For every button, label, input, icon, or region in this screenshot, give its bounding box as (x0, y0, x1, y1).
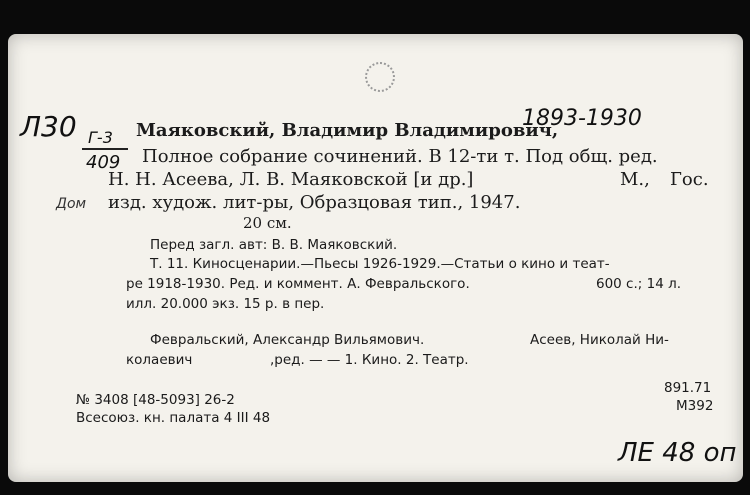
tracing-line-2b: ,ред. — — 1. Кино. 2. Театр. (270, 352, 469, 368)
title-line-2-place: М., (620, 169, 650, 190)
title-line-2-editors: Н. Н. Асеева, Л. В. Маяковской [и др.] (108, 169, 474, 190)
note-line-2: Т. 11. Киносценарии.—Пьесы 1926-1929.—Статьи о кино и теат- (150, 256, 610, 272)
classification-2: М392 (676, 398, 714, 414)
bottom-handwritten-mark: ЛЕ 48 оп (618, 438, 737, 468)
tracing-line-2a: колаевич (126, 352, 193, 368)
book-chamber: Всесоюз. кн. палата 4 III 48 (76, 410, 271, 426)
title-line-1: Полное собрание сочинений. В 12-ти т. Под общ. ред. (142, 146, 658, 167)
size-note: 20 см. (243, 214, 292, 232)
note-line-1: Перед загл. авт: В. В. Маяковский. (150, 237, 398, 253)
call-number-divider (82, 148, 128, 150)
author-heading: Маяковский, Владимир Владимирович, (136, 120, 559, 141)
note-line-3-pages: 600 с.; 14 л. (596, 276, 682, 292)
title-line-3: изд. худож. лит-ры, Образцовая тип., 1947. (108, 192, 521, 213)
tracing-line-1b: Асеев, Николай Ни- (530, 332, 669, 348)
note-line-4: илл. 20.000 экз. 15 р. в пер. (126, 296, 325, 312)
tracing-line-1: Февральский, Александр Вильямович. (150, 332, 425, 348)
life-dates: 1893-1930 (522, 106, 642, 131)
call-number-lower: 409 (86, 152, 121, 173)
punch-hole (365, 62, 395, 92)
note-line-3: ре 1918-1930. Ред. и коммент. А. Февральского. (126, 276, 470, 292)
card-number: № 3408 [48-5093] 26-2 (76, 392, 235, 408)
side-handwritten-mark: Дом (56, 196, 87, 212)
call-number-upper: Г-3 (88, 128, 113, 147)
call-number-main: Л30 (20, 110, 77, 143)
classification-1: 891.71 (664, 380, 712, 396)
title-line-2-publisher: Гос. (670, 169, 709, 190)
catalog-card (8, 34, 743, 482)
